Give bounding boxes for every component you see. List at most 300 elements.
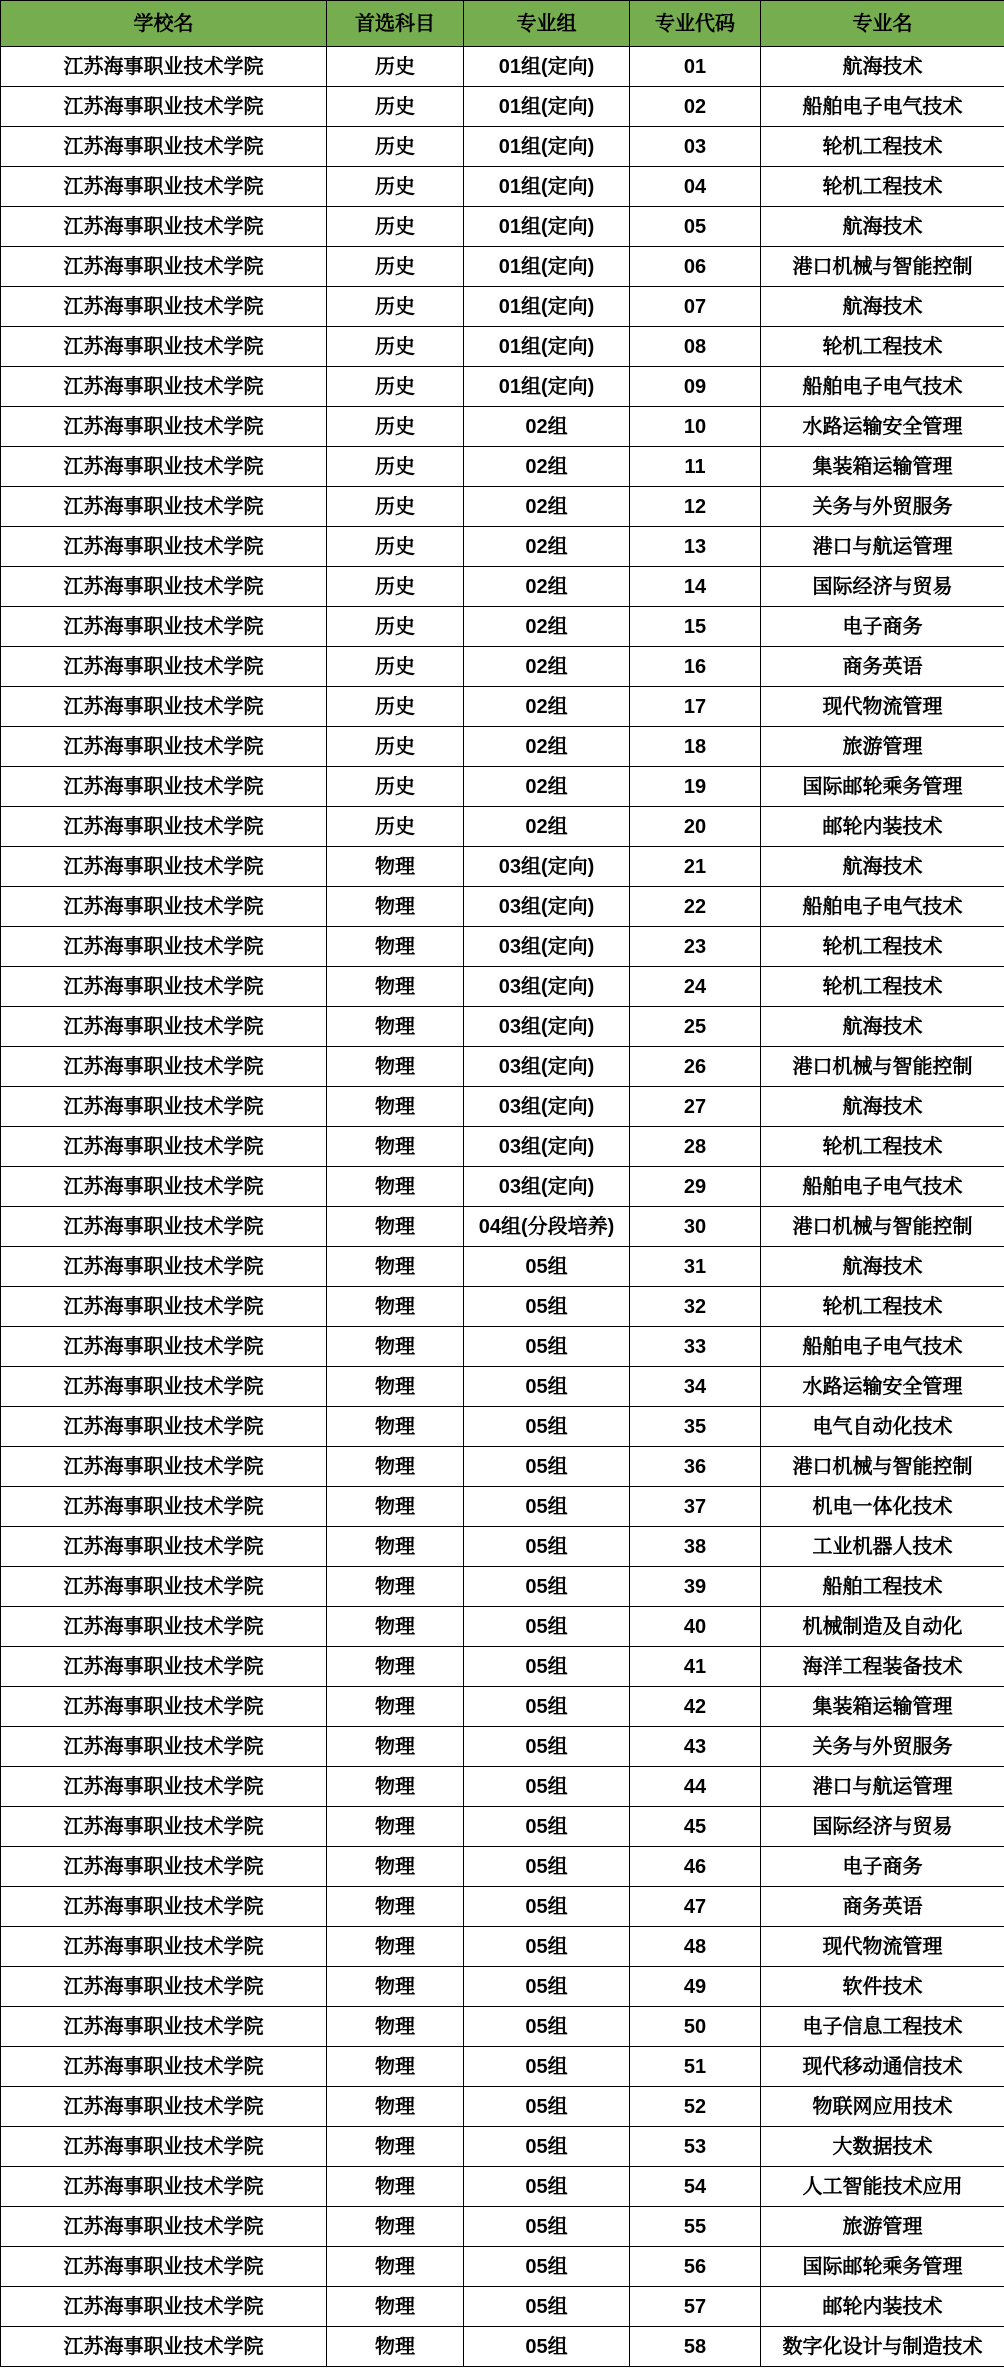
cell-major: 旅游管理 xyxy=(761,727,1004,767)
table-row xyxy=(1,2127,1004,2167)
table-row xyxy=(1,2207,1004,2247)
cell-major: 邮轮内装技术 xyxy=(761,807,1004,847)
table-row xyxy=(1,1887,1004,1927)
cell-code: 25 xyxy=(630,1007,761,1047)
cell-group: 03组(定向) xyxy=(464,1047,630,1087)
table-row xyxy=(1,607,1004,647)
table-row xyxy=(1,727,1004,767)
table-header xyxy=(1,1,1004,47)
cell-group: 05组 xyxy=(464,2007,630,2047)
cell-major: 港口机械与智能控制 xyxy=(761,247,1004,287)
cell-school: 江苏海事职业技术学院 xyxy=(1,2007,327,2047)
cell-major: 船舶电子电气技术 xyxy=(761,87,1004,127)
cell-group: 02组 xyxy=(464,767,630,807)
cell-school: 江苏海事职业技术学院 xyxy=(1,1407,327,1447)
cell-school: 江苏海事职业技术学院 xyxy=(1,887,327,927)
cell-major: 国际邮轮乘务管理 xyxy=(761,767,1004,807)
cell-subject: 历史 xyxy=(327,567,464,607)
cell-group: 05组 xyxy=(464,1967,630,2007)
table-row xyxy=(1,2247,1004,2287)
cell-group: 02组 xyxy=(464,727,630,767)
cell-school: 江苏海事职业技术学院 xyxy=(1,1807,327,1847)
cell-subject: 历史 xyxy=(327,167,464,207)
cell-subject: 历史 xyxy=(327,487,464,527)
cell-subject: 历史 xyxy=(327,647,464,687)
cell-subject: 物理 xyxy=(327,1567,464,1607)
cell-subject: 历史 xyxy=(327,687,464,727)
cell-subject: 历史 xyxy=(327,807,464,847)
cell-school: 江苏海事职业技术学院 xyxy=(1,567,327,607)
cell-code: 21 xyxy=(630,847,761,887)
cell-group: 05组 xyxy=(464,1847,630,1887)
cell-subject: 物理 xyxy=(327,1047,464,1087)
table-row xyxy=(1,1007,1004,1047)
cell-school: 江苏海事职业技术学院 xyxy=(1,687,327,727)
cell-major: 航海技术 xyxy=(761,47,1004,87)
cell-group: 05组 xyxy=(464,2247,630,2287)
cell-major: 集装箱运输管理 xyxy=(761,1687,1004,1727)
cell-subject: 物理 xyxy=(327,1287,464,1327)
cell-major: 商务英语 xyxy=(761,1887,1004,1927)
table-row xyxy=(1,1607,1004,1647)
cell-group: 02组 xyxy=(464,607,630,647)
cell-school: 江苏海事职业技术学院 xyxy=(1,1287,327,1327)
cell-group: 01组(定向) xyxy=(464,247,630,287)
cell-group: 05组 xyxy=(464,1487,630,1527)
cell-subject: 历史 xyxy=(327,247,464,287)
cell-major: 轮机工程技术 xyxy=(761,1127,1004,1167)
cell-code: 44 xyxy=(630,1767,761,1807)
cell-school: 江苏海事职业技术学院 xyxy=(1,327,327,367)
cell-group: 03组(定向) xyxy=(464,927,630,967)
cell-code: 18 xyxy=(630,727,761,767)
table-row xyxy=(1,1527,1004,1567)
header-major-code: 专业代码 xyxy=(630,1,761,47)
cell-school: 江苏海事职业技术学院 xyxy=(1,527,327,567)
cell-school: 江苏海事职业技术学院 xyxy=(1,247,327,287)
cell-subject: 物理 xyxy=(327,1367,464,1407)
cell-school: 江苏海事职业技术学院 xyxy=(1,1607,327,1647)
cell-subject: 物理 xyxy=(327,1927,464,1967)
cell-major: 港口机械与智能控制 xyxy=(761,1047,1004,1087)
cell-subject: 物理 xyxy=(327,887,464,927)
cell-group: 01组(定向) xyxy=(464,127,630,167)
cell-group: 05组 xyxy=(464,1927,630,1967)
cell-code: 57 xyxy=(630,2287,761,2327)
cell-group: 05组 xyxy=(464,1807,630,1847)
cell-subject: 物理 xyxy=(327,1127,464,1167)
header-first-subject: 首选科目 xyxy=(327,1,464,47)
cell-subject: 物理 xyxy=(327,1607,464,1647)
cell-school: 江苏海事职业技术学院 xyxy=(1,1527,327,1567)
cell-group: 05组 xyxy=(464,1647,630,1687)
cell-code: 58 xyxy=(630,2327,761,2367)
cell-code: 12 xyxy=(630,487,761,527)
cell-subject: 历史 xyxy=(327,327,464,367)
cell-school: 江苏海事职业技术学院 xyxy=(1,1247,327,1287)
cell-code: 17 xyxy=(630,687,761,727)
cell-major: 邮轮内装技术 xyxy=(761,2287,1004,2327)
cell-group: 05组 xyxy=(464,1767,630,1807)
cell-code: 26 xyxy=(630,1047,761,1087)
cell-group: 02组 xyxy=(464,447,630,487)
cell-school: 江苏海事职业技术学院 xyxy=(1,1047,327,1087)
cell-major: 轮机工程技术 xyxy=(761,1287,1004,1327)
cell-subject: 物理 xyxy=(327,1447,464,1487)
cell-school: 江苏海事职业技术学院 xyxy=(1,847,327,887)
cell-group: 05组 xyxy=(464,1287,630,1327)
table-row xyxy=(1,47,1004,87)
cell-code: 23 xyxy=(630,927,761,967)
cell-subject: 历史 xyxy=(327,127,464,167)
cell-school: 江苏海事职业技术学院 xyxy=(1,1767,327,1807)
cell-school: 江苏海事职业技术学院 xyxy=(1,2247,327,2287)
cell-major: 港口与航运管理 xyxy=(761,527,1004,567)
cell-code: 52 xyxy=(630,2087,761,2127)
cell-school: 江苏海事职业技术学院 xyxy=(1,47,327,87)
cell-code: 42 xyxy=(630,1687,761,1727)
cell-school: 江苏海事职业技术学院 xyxy=(1,1727,327,1767)
cell-code: 03 xyxy=(630,127,761,167)
cell-major: 现代物流管理 xyxy=(761,1927,1004,1967)
cell-group: 01组(定向) xyxy=(464,47,630,87)
cell-code: 37 xyxy=(630,1487,761,1527)
cell-group: 05组 xyxy=(464,1367,630,1407)
cell-major: 航海技术 xyxy=(761,1247,1004,1287)
cell-major: 船舶电子电气技术 xyxy=(761,1167,1004,1207)
cell-school: 江苏海事职业技术学院 xyxy=(1,727,327,767)
cell-code: 02 xyxy=(630,87,761,127)
cell-code: 28 xyxy=(630,1127,761,1167)
header-row xyxy=(1,1,1004,47)
cell-major: 软件技术 xyxy=(761,1967,1004,2007)
cell-major: 船舶电子电气技术 xyxy=(761,887,1004,927)
cell-subject: 物理 xyxy=(327,1487,464,1527)
cell-group: 05组 xyxy=(464,2207,630,2247)
table-row xyxy=(1,1647,1004,1687)
cell-code: 56 xyxy=(630,2247,761,2287)
table-row xyxy=(1,167,1004,207)
cell-subject: 物理 xyxy=(327,1967,464,2007)
table-row xyxy=(1,2287,1004,2327)
cell-major: 机械制造及自动化 xyxy=(761,1607,1004,1647)
cell-school: 江苏海事职业技术学院 xyxy=(1,2207,327,2247)
table-row xyxy=(1,1567,1004,1607)
table-row xyxy=(1,2167,1004,2207)
cell-group: 01组(定向) xyxy=(464,367,630,407)
cell-major: 航海技术 xyxy=(761,847,1004,887)
cell-major: 电子商务 xyxy=(761,1847,1004,1887)
cell-code: 29 xyxy=(630,1167,761,1207)
cell-school: 江苏海事职业技术学院 xyxy=(1,807,327,847)
cell-group: 05组 xyxy=(464,2087,630,2127)
table-row xyxy=(1,1207,1004,1247)
cell-code: 15 xyxy=(630,607,761,647)
cell-major: 现代物流管理 xyxy=(761,687,1004,727)
cell-code: 30 xyxy=(630,1207,761,1247)
cell-subject: 物理 xyxy=(327,1767,464,1807)
cell-code: 05 xyxy=(630,207,761,247)
header-major-name: 专业名 xyxy=(761,1,1004,47)
table-row xyxy=(1,1167,1004,1207)
cell-subject: 物理 xyxy=(327,1247,464,1287)
cell-school: 江苏海事职业技术学院 xyxy=(1,207,327,247)
cell-subject: 历史 xyxy=(327,367,464,407)
cell-code: 07 xyxy=(630,287,761,327)
cell-group: 05组 xyxy=(464,2047,630,2087)
table-row xyxy=(1,927,1004,967)
cell-group: 01组(定向) xyxy=(464,167,630,207)
cell-school: 江苏海事职业技术学院 xyxy=(1,1567,327,1607)
cell-school: 江苏海事职业技术学院 xyxy=(1,1087,327,1127)
cell-code: 08 xyxy=(630,327,761,367)
cell-school: 江苏海事职业技术学院 xyxy=(1,1887,327,1927)
cell-subject: 物理 xyxy=(327,2047,464,2087)
table-row xyxy=(1,647,1004,687)
cell-subject: 历史 xyxy=(327,407,464,447)
cell-code: 27 xyxy=(630,1087,761,1127)
cell-code: 55 xyxy=(630,2207,761,2247)
cell-subject: 物理 xyxy=(327,1887,464,1927)
cell-major: 国际经济与贸易 xyxy=(761,567,1004,607)
cell-school: 江苏海事职业技术学院 xyxy=(1,967,327,1007)
cell-code: 11 xyxy=(630,447,761,487)
cell-group: 03组(定向) xyxy=(464,1127,630,1167)
cell-code: 06 xyxy=(630,247,761,287)
cell-group: 01组(定向) xyxy=(464,287,630,327)
cell-major: 商务英语 xyxy=(761,647,1004,687)
cell-group: 03组(定向) xyxy=(464,967,630,1007)
cell-subject: 物理 xyxy=(327,2167,464,2207)
cell-subject: 历史 xyxy=(327,767,464,807)
table-row xyxy=(1,2087,1004,2127)
cell-code: 20 xyxy=(630,807,761,847)
table-body xyxy=(1,47,1004,2367)
table-row xyxy=(1,287,1004,327)
cell-group: 03组(定向) xyxy=(464,887,630,927)
cell-subject: 物理 xyxy=(327,2287,464,2327)
cell-major: 轮机工程技术 xyxy=(761,967,1004,1007)
cell-major: 水路运输安全管理 xyxy=(761,1367,1004,1407)
cell-subject: 物理 xyxy=(327,847,464,887)
cell-school: 江苏海事职业技术学院 xyxy=(1,1167,327,1207)
cell-major: 现代移动通信技术 xyxy=(761,2047,1004,2087)
cell-code: 36 xyxy=(630,1447,761,1487)
table-row xyxy=(1,567,1004,607)
cell-subject: 物理 xyxy=(327,1087,464,1127)
cell-group: 05组 xyxy=(464,1327,630,1367)
cell-group: 01组(定向) xyxy=(464,87,630,127)
header-major-group: 专业组 xyxy=(464,1,630,47)
cell-group: 01组(定向) xyxy=(464,327,630,367)
cell-major: 机电一体化技术 xyxy=(761,1487,1004,1527)
table-row xyxy=(1,1767,1004,1807)
cell-group: 05组 xyxy=(464,1407,630,1447)
table-row xyxy=(1,887,1004,927)
table-row xyxy=(1,447,1004,487)
cell-code: 46 xyxy=(630,1847,761,1887)
table-row xyxy=(1,1967,1004,2007)
cell-code: 39 xyxy=(630,1567,761,1607)
cell-school: 江苏海事职业技术学院 xyxy=(1,1647,327,1687)
cell-major: 轮机工程技术 xyxy=(761,127,1004,167)
cell-major: 电气自动化技术 xyxy=(761,1407,1004,1447)
cell-major: 港口机械与智能控制 xyxy=(761,1447,1004,1487)
cell-group: 02组 xyxy=(464,527,630,567)
cell-code: 49 xyxy=(630,1967,761,2007)
cell-subject: 物理 xyxy=(327,2247,464,2287)
cell-code: 50 xyxy=(630,2007,761,2047)
table-row xyxy=(1,87,1004,127)
cell-school: 江苏海事职业技术学院 xyxy=(1,447,327,487)
cell-code: 14 xyxy=(630,567,761,607)
cell-major: 国际邮轮乘务管理 xyxy=(761,2247,1004,2287)
cell-subject: 物理 xyxy=(327,1207,464,1247)
cell-code: 53 xyxy=(630,2127,761,2167)
cell-major: 人工智能技术应用 xyxy=(761,2167,1004,2207)
cell-major: 船舶电子电气技术 xyxy=(761,367,1004,407)
cell-code: 16 xyxy=(630,647,761,687)
table-row xyxy=(1,407,1004,447)
cell-code: 47 xyxy=(630,1887,761,1927)
cell-school: 江苏海事职业技术学院 xyxy=(1,407,327,447)
table-row xyxy=(1,807,1004,847)
cell-school: 江苏海事职业技术学院 xyxy=(1,1207,327,1247)
table-row xyxy=(1,1287,1004,1327)
table-row xyxy=(1,2007,1004,2047)
cell-major: 海洋工程装备技术 xyxy=(761,1647,1004,1687)
cell-code: 24 xyxy=(630,967,761,1007)
cell-subject: 物理 xyxy=(327,1807,464,1847)
cell-school: 江苏海事职业技术学院 xyxy=(1,167,327,207)
cell-subject: 历史 xyxy=(327,287,464,327)
cell-school: 江苏海事职业技术学院 xyxy=(1,1927,327,1967)
table-row xyxy=(1,1407,1004,1447)
cell-code: 40 xyxy=(630,1607,761,1647)
cell-subject: 历史 xyxy=(327,447,464,487)
cell-subject: 历史 xyxy=(327,727,464,767)
cell-code: 22 xyxy=(630,887,761,927)
cell-subject: 物理 xyxy=(327,1167,464,1207)
cell-code: 35 xyxy=(630,1407,761,1447)
cell-group: 03组(定向) xyxy=(464,1087,630,1127)
cell-code: 51 xyxy=(630,2047,761,2087)
cell-major: 航海技术 xyxy=(761,1007,1004,1047)
cell-major: 港口与航运管理 xyxy=(761,1767,1004,1807)
table-row xyxy=(1,1847,1004,1887)
cell-major: 集装箱运输管理 xyxy=(761,447,1004,487)
cell-school: 江苏海事职业技术学院 xyxy=(1,127,327,167)
cell-code: 43 xyxy=(630,1727,761,1767)
cell-major: 轮机工程技术 xyxy=(761,927,1004,967)
cell-major: 旅游管理 xyxy=(761,2207,1004,2247)
cell-major: 船舶工程技术 xyxy=(761,1567,1004,1607)
cell-code: 48 xyxy=(630,1927,761,1967)
cell-group: 05组 xyxy=(464,2167,630,2207)
cell-subject: 物理 xyxy=(327,1527,464,1567)
cell-school: 江苏海事职业技术学院 xyxy=(1,1367,327,1407)
table-row xyxy=(1,1807,1004,1847)
cell-school: 江苏海事职业技术学院 xyxy=(1,1327,327,1367)
table-row xyxy=(1,1447,1004,1487)
cell-school: 江苏海事职业技术学院 xyxy=(1,927,327,967)
cell-code: 45 xyxy=(630,1807,761,1847)
table-row xyxy=(1,1687,1004,1727)
cell-group: 02组 xyxy=(464,807,630,847)
cell-school: 江苏海事职业技术学院 xyxy=(1,647,327,687)
cell-subject: 物理 xyxy=(327,1647,464,1687)
cell-group: 05组 xyxy=(464,1527,630,1567)
cell-subject: 物理 xyxy=(327,2127,464,2167)
cell-group: 02组 xyxy=(464,647,630,687)
table-row xyxy=(1,367,1004,407)
cell-subject: 物理 xyxy=(327,1007,464,1047)
cell-group: 05组 xyxy=(464,1247,630,1287)
cell-code: 04 xyxy=(630,167,761,207)
table-row xyxy=(1,1727,1004,1767)
cell-major: 电子商务 xyxy=(761,607,1004,647)
cell-group: 05组 xyxy=(464,1607,630,1647)
table-row xyxy=(1,247,1004,287)
cell-code: 01 xyxy=(630,47,761,87)
cell-subject: 历史 xyxy=(327,87,464,127)
cell-school: 江苏海事职业技术学院 xyxy=(1,1487,327,1527)
cell-major: 大数据技术 xyxy=(761,2127,1004,2167)
table-row xyxy=(1,327,1004,367)
cell-group: 03组(定向) xyxy=(464,1167,630,1207)
table-row xyxy=(1,687,1004,727)
cell-code: 54 xyxy=(630,2167,761,2207)
cell-school: 江苏海事职业技术学院 xyxy=(1,767,327,807)
cell-school: 江苏海事职业技术学院 xyxy=(1,2167,327,2207)
cell-subject: 历史 xyxy=(327,47,464,87)
cell-code: 33 xyxy=(630,1327,761,1367)
cell-major: 水路运输安全管理 xyxy=(761,407,1004,447)
table-row xyxy=(1,2047,1004,2087)
cell-group: 04组(分段培养) xyxy=(464,1207,630,1247)
cell-school: 江苏海事职业技术学院 xyxy=(1,1967,327,2007)
cell-school: 江苏海事职业技术学院 xyxy=(1,2087,327,2127)
table-row xyxy=(1,527,1004,567)
cell-code: 34 xyxy=(630,1367,761,1407)
cell-school: 江苏海事职业技术学院 xyxy=(1,1847,327,1887)
cell-school: 江苏海事职业技术学院 xyxy=(1,1447,327,1487)
cell-group: 05组 xyxy=(464,1567,630,1607)
cell-group: 05组 xyxy=(464,1687,630,1727)
cell-group: 05组 xyxy=(464,2327,630,2367)
table-row xyxy=(1,967,1004,1007)
cell-major: 航海技术 xyxy=(761,1087,1004,1127)
cell-code: 38 xyxy=(630,1527,761,1567)
table-row xyxy=(1,1927,1004,1967)
cell-school: 江苏海事职业技术学院 xyxy=(1,1007,327,1047)
cell-major: 关务与外贸服务 xyxy=(761,487,1004,527)
cell-subject: 历史 xyxy=(327,607,464,647)
cell-subject: 物理 xyxy=(327,2087,464,2127)
cell-group: 05组 xyxy=(464,2287,630,2327)
cell-school: 江苏海事职业技术学院 xyxy=(1,2047,327,2087)
cell-code: 13 xyxy=(630,527,761,567)
cell-school: 江苏海事职业技术学院 xyxy=(1,1687,327,1727)
cell-group: 02组 xyxy=(464,487,630,527)
cell-major: 关务与外贸服务 xyxy=(761,1727,1004,1767)
cell-code: 19 xyxy=(630,767,761,807)
cell-subject: 物理 xyxy=(327,967,464,1007)
table-row xyxy=(1,1127,1004,1167)
table-row xyxy=(1,1047,1004,1087)
cell-subject: 物理 xyxy=(327,927,464,967)
cell-code: 41 xyxy=(630,1647,761,1687)
